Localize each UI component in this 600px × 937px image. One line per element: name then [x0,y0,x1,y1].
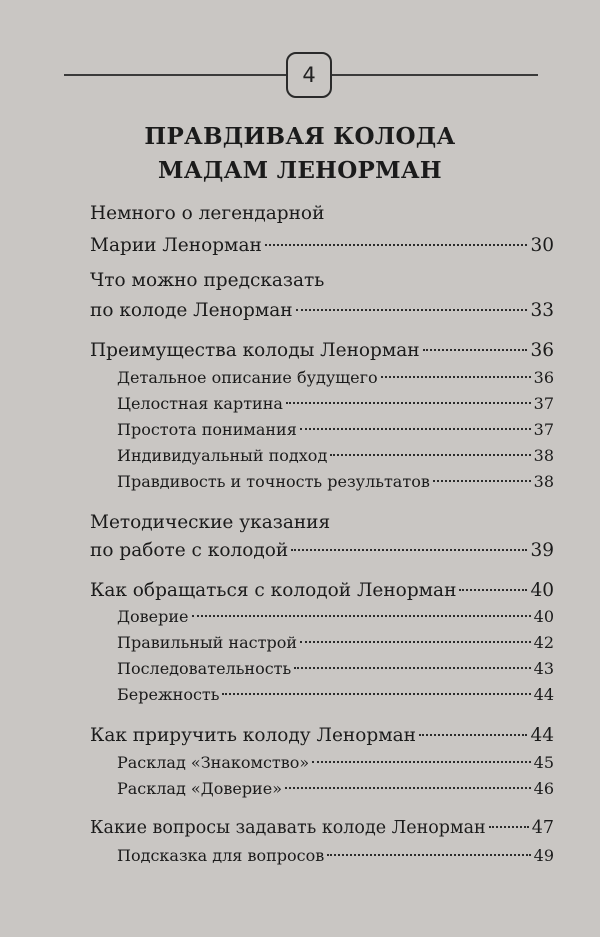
toc-entry-page: 47 [531,818,554,838]
toc-entry-prefix: Немного о легендарной [90,203,325,224]
toc-entry-page: 44 [530,725,554,746]
toc-subentry[interactable] [117,753,554,772]
section-title [80,120,520,188]
toc-entry-page: 42 [533,633,554,652]
toc-entry-page: 40 [530,580,554,601]
toc-entry-page: 30 [530,235,554,256]
toc-entry-page: 43 [533,659,554,678]
toc-entry[interactable] [90,818,554,838]
title-line-2: МАДАМ ЛЕНОРМАН [158,157,442,184]
toc-entry-prefix: Что можно предсказать [90,270,325,291]
toc-entry[interactable] [90,340,554,361]
toc-subentry[interactable] [117,472,554,491]
toc-entry-label: Расклад «Знакомство» [117,753,310,772]
dot-leader [489,826,529,828]
toc-subentry[interactable] [117,446,554,465]
toc-entry-page: 46 [533,779,554,798]
toc-entry-page: 36 [530,340,554,361]
page-number: 4 [286,52,332,98]
toc-entry-prefix: Методические указания [90,512,331,533]
dot-leader [433,480,531,482]
dot-leader [330,454,530,456]
dot-leader [381,376,531,378]
dot-leader [300,428,531,430]
title-line-1: ПРАВДИВАЯ КОЛОДА [144,123,456,150]
dot-leader [312,761,530,763]
toc-entry-page: 49 [533,846,554,865]
dot-leader [423,349,528,351]
dot-leader [327,854,530,856]
toc-entry-page: 45 [533,753,554,772]
toc-entry-label: Простота понимания [117,420,297,439]
toc-entry-label: Целостная картина [117,394,283,413]
toc-entry[interactable] [90,725,554,746]
toc-entry-page: 36 [533,368,554,387]
toc-subentry[interactable] [117,394,554,413]
toc-entry-label: Подсказка для вопросов [117,846,325,865]
toc-entry[interactable] [90,580,554,601]
toc-subentry[interactable] [117,607,554,626]
toc-subentry[interactable] [117,659,554,678]
toc-entry-label: Доверие [117,607,189,626]
toc-entry-page: 44 [533,685,554,704]
toc-entry-label: Детальное описание будущего [117,368,378,387]
toc-entry-label: Индивидуальный подход [117,446,328,465]
toc-entry-page: 37 [533,394,554,413]
toc-subentry[interactable] [117,633,554,652]
toc-entry[interactable] [90,540,554,561]
toc-entry-page: 40 [533,607,554,626]
toc-entry-page: 38 [533,472,554,491]
dot-leader [286,402,531,404]
toc-entry[interactable] [90,235,554,256]
toc-entry-label: Правдивость и точность результатов [117,472,430,491]
toc-entry-label: Какие вопросы задавать колоде Ленорман [90,818,486,838]
toc-subentry[interactable] [117,779,554,798]
dot-leader [294,667,530,669]
toc-entry-page: 38 [533,446,554,465]
dot-leader [296,309,528,311]
dot-leader [459,589,527,591]
toc-entry-label: Последовательность [117,659,292,678]
toc-entry[interactable] [90,300,554,321]
toc-subentry[interactable] [117,685,554,704]
toc-entry-label: по колоде Ленорман [90,300,293,321]
toc-entry-label: Как приручить колоду Ленорман [90,725,416,746]
toc-entry-page: 37 [533,420,554,439]
toc-entry-label: Расклад «Доверие» [117,779,282,798]
toc-subentry[interactable] [117,420,554,439]
dot-leader [192,615,531,617]
toc-entry-label: по работе с колодой [90,540,289,561]
dot-leader [291,549,527,551]
toc-subentry[interactable] [117,368,554,387]
dot-leader [285,787,531,789]
header-rule-right [332,74,538,76]
dot-leader [419,734,527,736]
toc-entry-page: 39 [530,540,554,561]
dot-leader [222,693,530,695]
toc-entry-page: 33 [530,300,554,321]
toc-entry-label: Как обращаться с колодой Ленорман [90,580,457,601]
dot-leader [265,244,528,246]
toc-entry-label: Бережность [117,685,220,704]
dot-leader [300,641,531,643]
toc-entry-label: Правильный настрой [117,633,297,652]
header-rule-left [64,74,286,76]
toc-subentry[interactable] [117,846,554,865]
toc-entry-label: Марии Ленорман [90,235,262,256]
toc-entry-label: Преимущества колоды Ленорман [90,340,420,361]
